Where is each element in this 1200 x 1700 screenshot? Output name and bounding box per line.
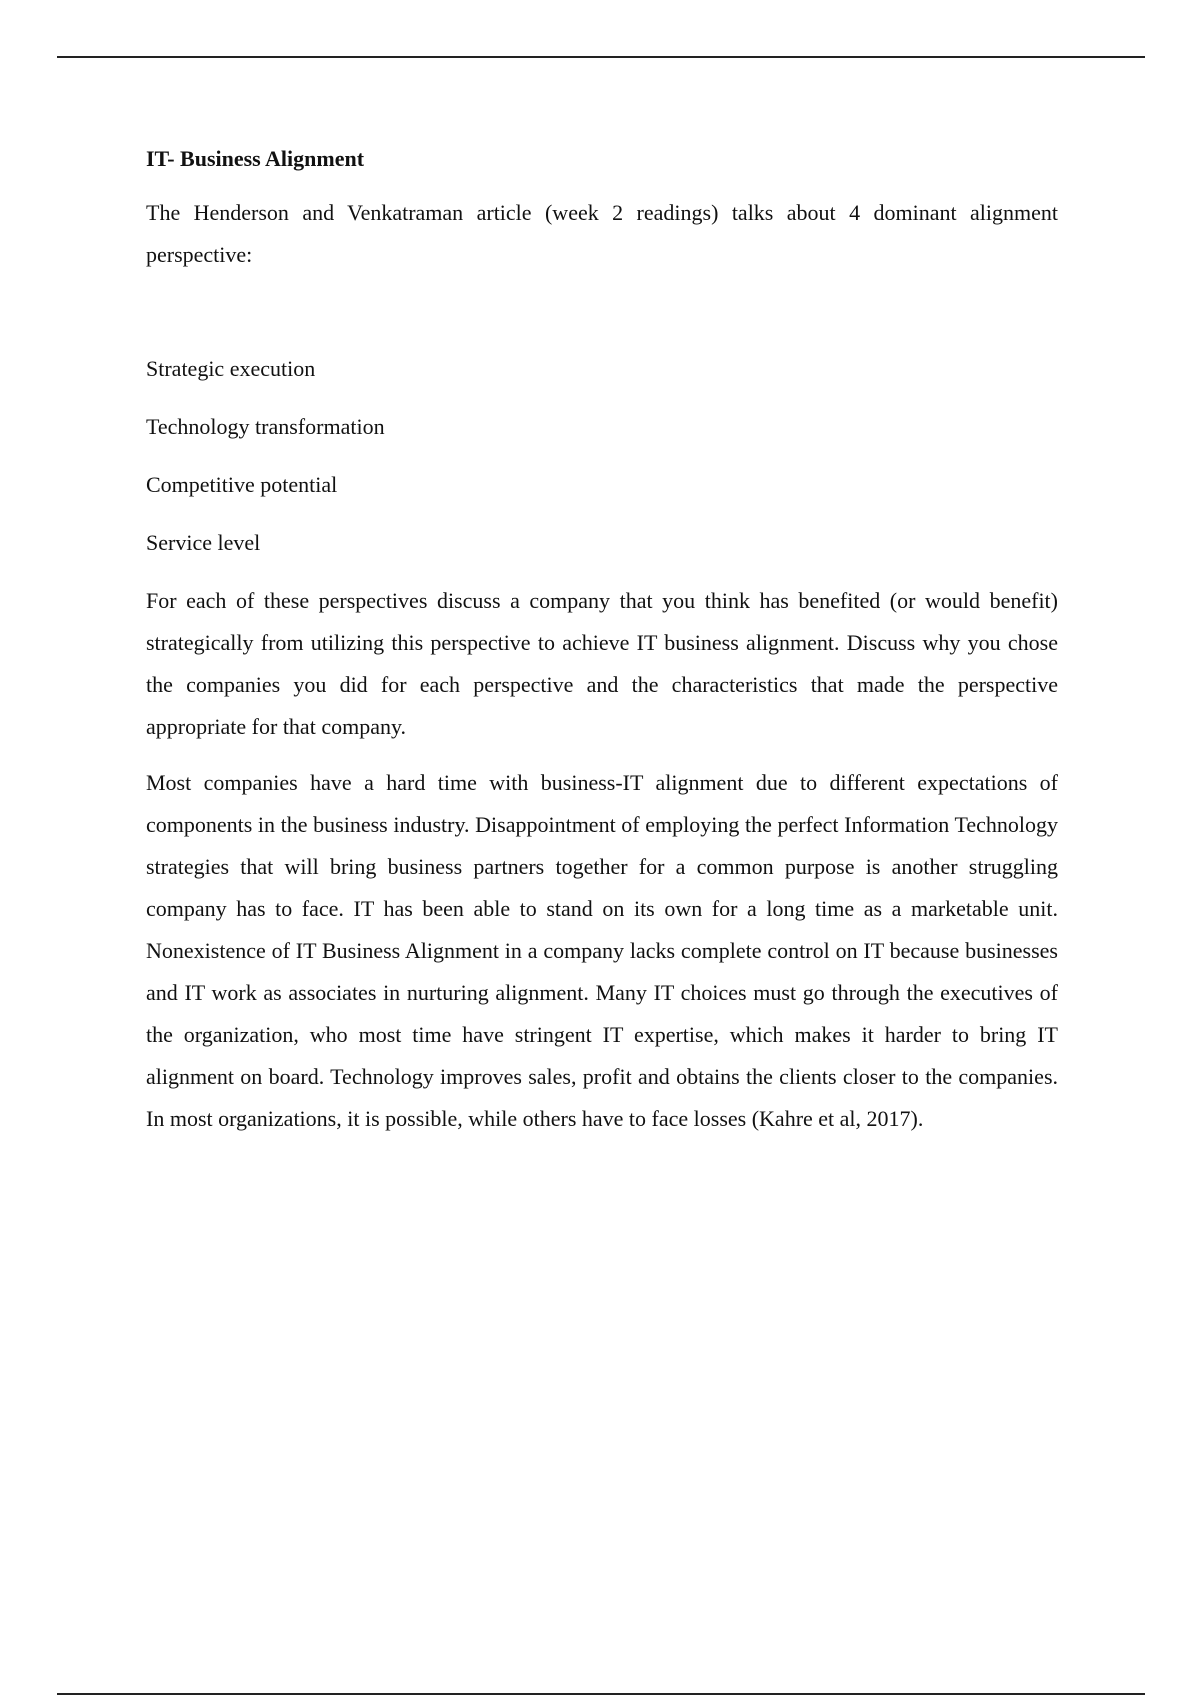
perspective-item-service-level: Service level: [146, 530, 261, 555]
intro-paragraph: The Henderson and Venkatraman article (week 2 readings) talks about 4 dominant alignment perspective:: [146, 200, 1058, 267]
perspective-item-strategic-execution: Strategic execution: [146, 356, 316, 381]
header-rule: [57, 56, 1145, 58]
document-title: IT- Business Alignment: [146, 146, 365, 171]
perspective-list: [146, 348, 1058, 564]
perspective-item-competitive-potential: Competitive potential: [146, 472, 338, 497]
footer-rule: [57, 1693, 1145, 1695]
body-paragraph: Most companies have a hard time with business-IT alignment due to different expectations of components in the business industry. Disappointment of employing the perfect Information Technology strategies that will bring business partners together for a common purpose is another struggling company has to face. IT has been able to stand on its own for a long time as a marketable unit. Nonexistence of IT Business Alignment in a company lacks complete control on IT because businesses and IT work as associates in nurturing alignment. Many IT choices must go through the executives of the organization, who most time have stringent IT expertise, which makes it harder to bring IT alignment on board. Technology improves sales, profit and obtains the clients closer to the companies. In most organizations, it is possible, while others have to face losses (Kahre et al, 2017).: [146, 770, 1058, 1131]
question-paragraph: For each of these perspectives discuss a company that you think has benefited (or would benefit) strategically from utilizing this perspective to achieve IT business alignment. Discuss why you chose the companies you did for each perspective and the characteristics that made the perspective appropriate for that company.: [146, 588, 1058, 739]
document-body: [146, 138, 1058, 1140]
perspective-item-technology-transformation: Technology transformation: [146, 414, 385, 439]
